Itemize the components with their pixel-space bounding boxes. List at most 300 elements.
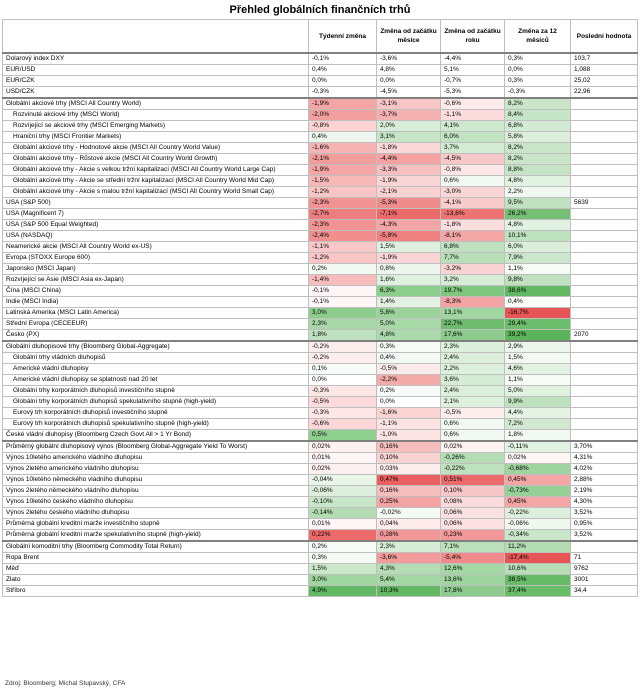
row-label: Výnos 2letého českého vládního dluhopisu	[3, 508, 309, 519]
cell-12m-change: 9,5%	[505, 198, 571, 209]
cell-mtd-change: -3,3%	[377, 165, 441, 176]
cell-12m-change: 39,2%	[505, 330, 571, 342]
cell-mtd-change: 0,04%	[377, 519, 441, 530]
row-label: Globální akciové trhy - Akcie se střední tržní kapitalizací (MSCI All Country World Mid Cap)	[3, 176, 309, 187]
cell-12m-change: 0,3%	[505, 76, 571, 87]
cell-last-value: 2,88%	[571, 475, 638, 486]
row-label: Výnos 2letého německého vládního dluhopisu	[3, 486, 309, 497]
table-row	[3, 132, 638, 143]
cell-mtd-change: -4,4%	[377, 154, 441, 165]
cell-mtd-change: 3,1%	[377, 132, 441, 143]
cell-12m-change: 1,5%	[505, 353, 571, 364]
cell-weekly-change: -0,8%	[309, 121, 377, 132]
table-row	[3, 341, 638, 353]
table-body	[3, 53, 638, 597]
cell-ytd-change: 5,1%	[441, 65, 505, 76]
cell-ytd-change: 12,6%	[441, 564, 505, 575]
table-row	[3, 519, 638, 530]
row-label: Globální dluhopisové trhy (Bloomberg Global-Aggregate)	[3, 341, 309, 353]
cell-ytd-change: 17,8%	[441, 586, 505, 597]
cell-mtd-change: 0,2%	[377, 386, 441, 397]
cell-mtd-change: 0,25%	[377, 497, 441, 508]
cell-12m-change: -0,34%	[505, 530, 571, 542]
cell-weekly-change: -1,9%	[309, 98, 377, 110]
cell-last-value	[571, 264, 638, 275]
cell-last-value	[571, 419, 638, 430]
cell-ytd-change: 6,8%	[441, 242, 505, 253]
cell-ytd-change: -8,1%	[441, 231, 505, 242]
row-label: Eurový trh korporátních dluhopisů spekulativního stupně (high-yield)	[3, 419, 309, 430]
cell-weekly-change: 0,2%	[309, 541, 377, 553]
cell-12m-change: 2,9%	[505, 341, 571, 353]
cell-last-value	[571, 375, 638, 386]
table-row	[3, 87, 638, 99]
cell-last-value	[571, 220, 638, 231]
table-row	[3, 253, 638, 264]
table-row	[3, 176, 638, 187]
table-row	[3, 408, 638, 419]
row-label: Eurový trh korporátních dluhopisů investičního stupně	[3, 408, 309, 419]
cell-last-value	[571, 132, 638, 143]
cell-12m-change: -0,06%	[505, 519, 571, 530]
cell-last-value	[571, 176, 638, 187]
table-row	[3, 297, 638, 308]
table-row	[3, 330, 638, 342]
cell-12m-change: 7,2%	[505, 419, 571, 430]
row-label: Výnos 2letého amerického vládního dluhopisu	[3, 464, 309, 475]
row-label: USA (NASDAQ)	[3, 231, 309, 242]
cell-ytd-change: -4,1%	[441, 198, 505, 209]
cell-mtd-change: 0,8%	[377, 264, 441, 275]
cell-mtd-change: 4,3%	[377, 564, 441, 575]
cell-mtd-change: -2,2%	[377, 375, 441, 386]
cell-mtd-change: 5,8%	[377, 308, 441, 319]
cell-12m-change: 1,8%	[505, 430, 571, 442]
cell-weekly-change: -2,1%	[309, 154, 377, 165]
cell-weekly-change: 1,8%	[309, 330, 377, 342]
cell-12m-change: -0,68%	[505, 464, 571, 475]
row-label: Indie (MSCI India)	[3, 297, 309, 308]
table-row	[3, 121, 638, 132]
cell-ytd-change: 7,1%	[441, 541, 505, 553]
cell-weekly-change: 0,4%	[309, 65, 377, 76]
header-ytd-change: Změna od začátku roku	[441, 20, 505, 54]
cell-12m-change: 29,4%	[505, 319, 571, 330]
cell-mtd-change: -0,5%	[377, 364, 441, 375]
row-label: Neamerické akcie (MSCI All Country World ex-US)	[3, 242, 309, 253]
row-label: Globální trhy vládních dluhopisů	[3, 353, 309, 364]
cell-12m-change: 1,1%	[505, 375, 571, 386]
cell-last-value	[571, 386, 638, 397]
table-row	[3, 464, 638, 475]
cell-ytd-change: 0,6%	[441, 430, 505, 442]
row-label: Průměrná globální kreditní marže investičního stupně	[3, 519, 309, 530]
cell-mtd-change: 0,0%	[377, 76, 441, 87]
cell-weekly-change: 1,5%	[309, 564, 377, 575]
cell-weekly-change: -1,9%	[309, 165, 377, 176]
cell-last-value: 2,19%	[571, 486, 638, 497]
cell-ytd-change: -0,6%	[441, 98, 505, 110]
cell-mtd-change: -0,02%	[377, 508, 441, 519]
row-label: Latinská Amerika (MSCI Latin America)	[3, 308, 309, 319]
cell-ytd-change: -4,4%	[441, 53, 505, 65]
cell-mtd-change: -3,6%	[377, 53, 441, 65]
cell-ytd-change: 0,10%	[441, 486, 505, 497]
cell-weekly-change: -2,3%	[309, 220, 377, 231]
cell-last-value	[571, 165, 638, 176]
cell-weekly-change: -1,2%	[309, 253, 377, 264]
table-row	[3, 497, 638, 508]
cell-ytd-change: 2,4%	[441, 353, 505, 364]
cell-weekly-change: 0,02%	[309, 464, 377, 475]
cell-last-value	[571, 209, 638, 220]
cell-12m-change: 2,2%	[505, 187, 571, 198]
cell-last-value	[571, 242, 638, 253]
row-label: Výnos 10letého amerického vládního dluhopisu	[3, 453, 309, 464]
cell-last-value	[571, 231, 638, 242]
cell-mtd-change: -7,1%	[377, 209, 441, 220]
row-label: USD/CZK	[3, 87, 309, 99]
table-row	[3, 65, 638, 76]
cell-last-value	[571, 341, 638, 353]
cell-12m-change: 8,2%	[505, 154, 571, 165]
cell-ytd-change: 22,7%	[441, 319, 505, 330]
cell-weekly-change: 0,02%	[309, 441, 377, 453]
row-label: Americké vládní dluhopisy	[3, 364, 309, 375]
cell-weekly-change: -0,10%	[309, 497, 377, 508]
table-row	[3, 353, 638, 364]
cell-weekly-change: -0,2%	[309, 341, 377, 353]
cell-last-value	[571, 143, 638, 154]
cell-last-value	[571, 397, 638, 408]
source-note: Zdroj: Bloomberg; Michal Stupavský, CFA	[5, 680, 126, 687]
cell-weekly-change: -1,5%	[309, 176, 377, 187]
cell-12m-change: 10,6%	[505, 564, 571, 575]
cell-weekly-change: 0,5%	[309, 430, 377, 442]
cell-12m-change: 0,45%	[505, 475, 571, 486]
cell-weekly-change: -1,1%	[309, 242, 377, 253]
cell-12m-change: 11,2%	[505, 541, 571, 553]
table-row	[3, 430, 638, 442]
cell-12m-change: 9,8%	[505, 275, 571, 286]
cell-ytd-change: 0,06%	[441, 519, 505, 530]
row-label: EUR/USD	[3, 65, 309, 76]
table-row	[3, 220, 638, 231]
cell-12m-change: -0,3%	[505, 87, 571, 99]
cell-weekly-change: -0,5%	[309, 397, 377, 408]
cell-ytd-change: -0,22%	[441, 464, 505, 475]
cell-ytd-change: 3,7%	[441, 143, 505, 154]
cell-last-value	[571, 98, 638, 110]
cell-12m-change: 8,4%	[505, 110, 571, 121]
cell-last-value: 4,31%	[571, 453, 638, 464]
cell-12m-change: 7,9%	[505, 253, 571, 264]
cell-ytd-change: 2,4%	[441, 386, 505, 397]
cell-last-value	[571, 187, 638, 198]
table-row	[3, 530, 638, 542]
cell-weekly-change: -2,3%	[309, 198, 377, 209]
cell-weekly-change: -0,6%	[309, 419, 377, 430]
row-label: Globální akciové trhy - Akcie s malou tržní kapitalizací (MSCI All Country World Small Cap)	[3, 187, 309, 198]
cell-12m-change: 0,3%	[505, 53, 571, 65]
cell-weekly-change: 2,3%	[309, 319, 377, 330]
row-label: Česko (PX)	[3, 330, 309, 342]
row-label: České vládní dluhopisy (Bloomberg Czech Govt All > 1 Yr Bond)	[3, 430, 309, 442]
cell-weekly-change: 3,0%	[309, 575, 377, 586]
cell-last-value	[571, 430, 638, 442]
cell-weekly-change: 0,2%	[309, 264, 377, 275]
cell-last-value	[571, 541, 638, 553]
header-instrument	[3, 20, 309, 54]
cell-12m-change: -0,22%	[505, 508, 571, 519]
cell-ytd-change: 2,3%	[441, 341, 505, 353]
cell-last-value: 0,95%	[571, 519, 638, 530]
header-12m-change: Změna za 12 měsíců	[505, 20, 571, 54]
table-row	[3, 575, 638, 586]
cell-weekly-change: -0,3%	[309, 408, 377, 419]
cell-mtd-change: -1,9%	[377, 176, 441, 187]
cell-mtd-change: 0,16%	[377, 441, 441, 453]
cell-mtd-change: 0,4%	[377, 353, 441, 364]
table-row	[3, 143, 638, 154]
cell-ytd-change: -0,5%	[441, 408, 505, 419]
cell-ytd-change: -1,8%	[441, 220, 505, 231]
cell-last-value: 103,7	[571, 53, 638, 65]
cell-last-value	[571, 154, 638, 165]
table-row	[3, 553, 638, 564]
header-last-value: Poslední hodnota	[571, 20, 638, 54]
cell-12m-change: -17,4%	[505, 553, 571, 564]
cell-ytd-change: 0,23%	[441, 530, 505, 542]
cell-ytd-change: 2,2%	[441, 364, 505, 375]
cell-mtd-change: 0,03%	[377, 464, 441, 475]
row-label: Rozvíjející se akciové trhy (MSCI Emerging Markets)	[3, 121, 309, 132]
row-label: Průměrná globální kreditní marže spekulativního stupně (high-yield)	[3, 530, 309, 542]
table-row	[3, 319, 638, 330]
cell-last-value: 2070	[571, 330, 638, 342]
cell-last-value	[571, 253, 638, 264]
cell-mtd-change: 1,5%	[377, 242, 441, 253]
cell-last-value: 1,088	[571, 65, 638, 76]
cell-ytd-change: 0,08%	[441, 497, 505, 508]
table-row	[3, 397, 638, 408]
table-row	[3, 475, 638, 486]
row-label: Globální akciové trhy - Akcie s velkou tržní kapitalizací (MSCI All Country World Large Cap)	[3, 165, 309, 176]
cell-weekly-change: -0,14%	[309, 508, 377, 519]
cell-weekly-change: -0,3%	[309, 386, 377, 397]
cell-mtd-change: 0,47%	[377, 475, 441, 486]
row-label: Zlato	[3, 575, 309, 586]
cell-ytd-change: 7,7%	[441, 253, 505, 264]
cell-ytd-change: 3,2%	[441, 275, 505, 286]
cell-weekly-change: 3,0%	[309, 308, 377, 319]
table-row	[3, 375, 638, 386]
cell-ytd-change: 13,1%	[441, 308, 505, 319]
cell-12m-change: 5,0%	[505, 386, 571, 397]
cell-12m-change: 0,45%	[505, 497, 571, 508]
cell-last-value	[571, 286, 638, 297]
cell-mtd-change: -3,6%	[377, 553, 441, 564]
cell-ytd-change: -13,6%	[441, 209, 505, 220]
cell-ytd-change: 4,1%	[441, 121, 505, 132]
table-header-row	[3, 20, 638, 54]
cell-weekly-change: 0,0%	[309, 76, 377, 87]
row-label: Hraniční trhy (MSCI Frontier Markets)	[3, 132, 309, 143]
cell-mtd-change: -1,6%	[377, 408, 441, 419]
cell-mtd-change: 2,3%	[377, 541, 441, 553]
cell-12m-change: 26,2%	[505, 209, 571, 220]
row-label: USA (S&P 500)	[3, 198, 309, 209]
cell-mtd-change: 0,0%	[377, 397, 441, 408]
cell-mtd-change: -5,8%	[377, 231, 441, 242]
cell-12m-change: 10,1%	[505, 231, 571, 242]
row-label: Japonsko (MSCI Japan)	[3, 264, 309, 275]
cell-12m-change: 6,8%	[505, 121, 571, 132]
table-row	[3, 486, 638, 497]
cell-ytd-change: 0,06%	[441, 508, 505, 519]
cell-mtd-change: -4,3%	[377, 220, 441, 231]
table-row	[3, 564, 638, 575]
cell-last-value: 3001	[571, 575, 638, 586]
cell-mtd-change: 1,4%	[377, 297, 441, 308]
row-label: Výnos 10letého německého vládního dluhopisu	[3, 475, 309, 486]
table-row	[3, 441, 638, 453]
row-label: EUR/CZK	[3, 76, 309, 87]
table-row	[3, 453, 638, 464]
cell-ytd-change: 0,51%	[441, 475, 505, 486]
cell-12m-change: 8,8%	[505, 165, 571, 176]
cell-ytd-change: 19,7%	[441, 286, 505, 297]
cell-mtd-change: -1,9%	[377, 253, 441, 264]
cell-last-value: 34,4	[571, 586, 638, 597]
table-row	[3, 286, 638, 297]
cell-12m-change: 4,4%	[505, 408, 571, 419]
cell-last-value: 3,70%	[571, 441, 638, 453]
cell-last-value	[571, 297, 638, 308]
cell-mtd-change: -5,3%	[377, 198, 441, 209]
cell-last-value	[571, 319, 638, 330]
cell-mtd-change: 4,8%	[377, 330, 441, 342]
cell-ytd-change: -5,3%	[441, 87, 505, 99]
table-row	[3, 541, 638, 553]
cell-weekly-change: -2,4%	[309, 231, 377, 242]
table-row	[3, 364, 638, 375]
cell-weekly-change: -2,7%	[309, 209, 377, 220]
cell-12m-change: 8,2%	[505, 143, 571, 154]
cell-mtd-change: 0,16%	[377, 486, 441, 497]
cell-weekly-change: 0,0%	[309, 375, 377, 386]
cell-weekly-change: -0,1%	[309, 297, 377, 308]
row-label: Střední Evropa (CECEEUR)	[3, 319, 309, 330]
cell-12m-change: 6,0%	[505, 242, 571, 253]
cell-mtd-change: 2,0%	[377, 121, 441, 132]
row-label: Dolarový index DXY	[3, 53, 309, 65]
cell-mtd-change: 0,10%	[377, 453, 441, 464]
cell-mtd-change: -1,0%	[377, 430, 441, 442]
cell-last-value: 4,30%	[571, 497, 638, 508]
cell-weekly-change: 0,4%	[309, 132, 377, 143]
cell-last-value: 9762	[571, 564, 638, 575]
table-row	[3, 275, 638, 286]
table-row	[3, 264, 638, 275]
cell-12m-change: -0,73%	[505, 486, 571, 497]
cell-last-value: 5639	[571, 198, 638, 209]
header-weekly-change: Týdenní změna	[309, 20, 377, 54]
cell-weekly-change: -2,0%	[309, 110, 377, 121]
cell-weekly-change: -1,6%	[309, 143, 377, 154]
cell-last-value	[571, 353, 638, 364]
cell-mtd-change: 4,8%	[377, 65, 441, 76]
row-label: Ropa Brent	[3, 553, 309, 564]
table-row	[3, 386, 638, 397]
cell-ytd-change: -0,26%	[441, 453, 505, 464]
table-row	[3, 586, 638, 597]
table-row	[3, 242, 638, 253]
table-row	[3, 508, 638, 519]
row-label: Evropa (STOXX Europe 600)	[3, 253, 309, 264]
cell-ytd-change: -1,1%	[441, 110, 505, 121]
table-row	[3, 209, 638, 220]
cell-weekly-change: -0,3%	[309, 87, 377, 99]
cell-ytd-change: 17,6%	[441, 330, 505, 342]
cell-ytd-change: 13,6%	[441, 575, 505, 586]
cell-12m-change: 4,8%	[505, 220, 571, 231]
row-label: Čína (MSCI China)	[3, 286, 309, 297]
cell-weekly-change: -0,06%	[309, 486, 377, 497]
cell-last-value	[571, 110, 638, 121]
cell-ytd-change: 6,0%	[441, 132, 505, 143]
cell-weekly-change: 0,01%	[309, 519, 377, 530]
cell-12m-change: 9,9%	[505, 397, 571, 408]
page-title: Přehled globálních finančních trhů	[229, 4, 411, 16]
cell-12m-change: 38,6%	[505, 286, 571, 297]
row-label: Globální akciové trhy (MSCI All Country World)	[3, 98, 309, 110]
cell-mtd-change: -4,5%	[377, 87, 441, 99]
table-row	[3, 165, 638, 176]
cell-weekly-change: -0,1%	[309, 286, 377, 297]
cell-last-value	[571, 364, 638, 375]
row-label: Průměrný globální dluhopisový výnos (Bloomberg Global-Aggregate Yield To Worst)	[3, 441, 309, 453]
cell-mtd-change: -3,7%	[377, 110, 441, 121]
table-row	[3, 308, 638, 319]
cell-12m-change: -0,11%	[505, 441, 571, 453]
cell-weekly-change: 0,01%	[309, 453, 377, 464]
cell-weekly-change: -0,2%	[309, 353, 377, 364]
cell-ytd-change: 3,6%	[441, 375, 505, 386]
cell-12m-change: 4,6%	[505, 364, 571, 375]
market-overview-table	[2, 19, 638, 597]
cell-12m-change: 0,4%	[505, 297, 571, 308]
row-label: Americké vládní dluhopisy se splatností nad 20 let	[3, 375, 309, 386]
cell-ytd-change: 0,6%	[441, 176, 505, 187]
cell-ytd-change: -0,7%	[441, 76, 505, 87]
row-label: Rozvíjející se Asie (MSCI Asia ex-Japan)	[3, 275, 309, 286]
cell-weekly-change: -1,4%	[309, 275, 377, 286]
row-label: Výnos 10letého českého vládního dluhopisu	[3, 497, 309, 508]
cell-ytd-change: 0,02%	[441, 441, 505, 453]
cell-mtd-change: -2,1%	[377, 187, 441, 198]
cell-12m-change: -16,7%	[505, 308, 571, 319]
row-label: Stříbro	[3, 586, 309, 597]
cell-last-value	[571, 308, 638, 319]
cell-ytd-change: -3,2%	[441, 264, 505, 275]
cell-12m-change: 4,8%	[505, 176, 571, 187]
cell-12m-change: 37,4%	[505, 586, 571, 597]
row-label: Globální akciové trhy - Hodnotové akcie (MSCI All Country World Value)	[3, 143, 309, 154]
row-label: USA (S&P 500 Equal Weighted)	[3, 220, 309, 231]
cell-mtd-change: 0,3%	[377, 341, 441, 353]
cell-weekly-change: 0,3%	[309, 553, 377, 564]
